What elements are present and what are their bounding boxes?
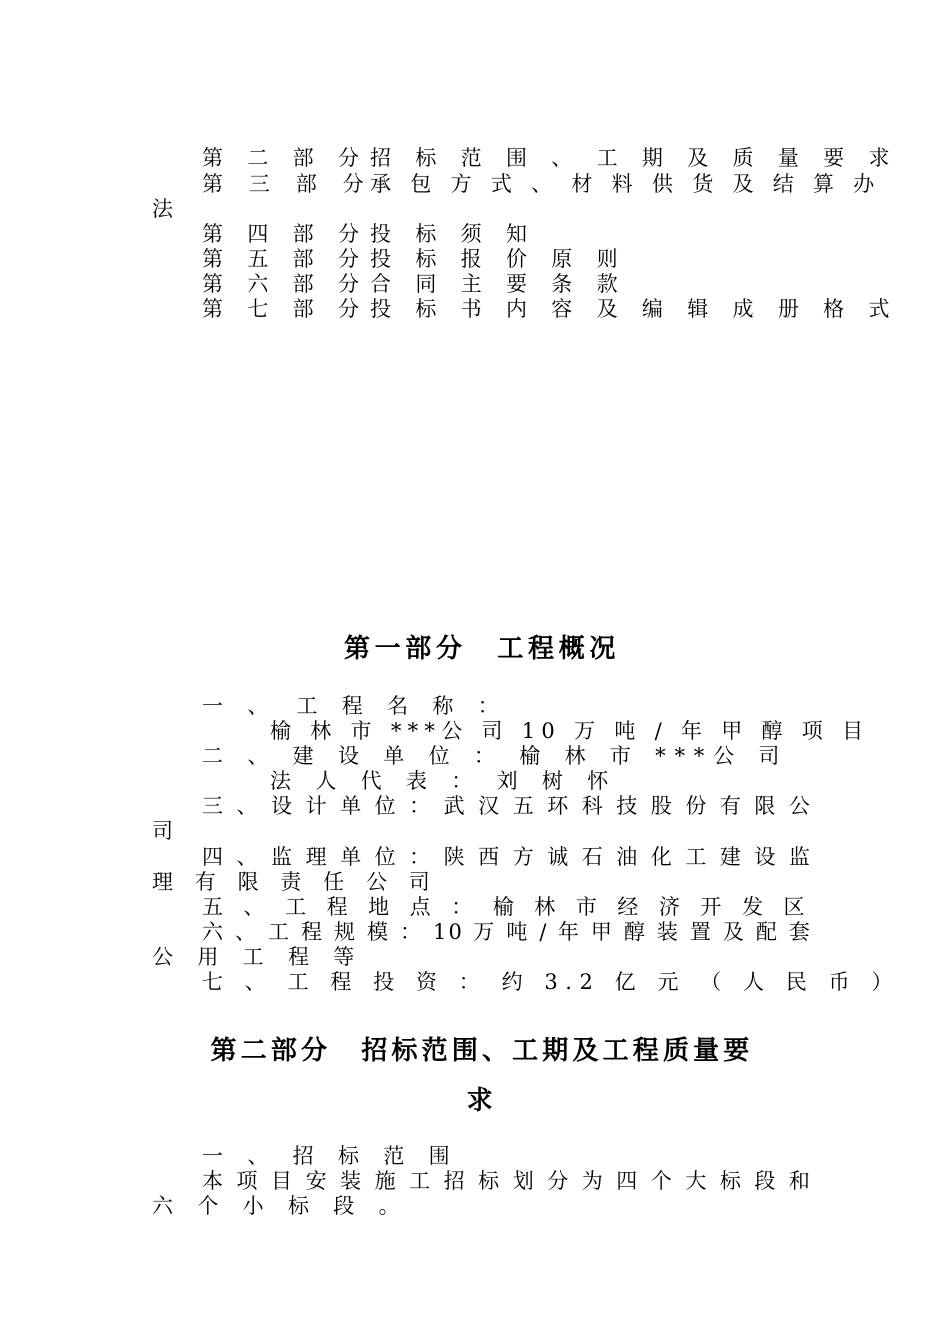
toc-entry — [202, 146, 899, 171]
toc-part-label: 第 二 部 分 — [202, 146, 368, 170]
overview-item-project-name-value: 榆 林 市 ***公 司 10 万 吨 / 年 甲 醇 项 目 — [270, 719, 870, 743]
toc-entry — [202, 272, 812, 297]
toc-part-label: 第 四 部 分 — [202, 222, 368, 246]
overview-item-legal-rep: 法 人 代 表 ： 刘 树 怀 — [270, 769, 618, 793]
overview-item-owner: 二 、 建 设 单 位 ： 榆 林 市 ***公 司 — [202, 744, 789, 768]
section-heading-part1: 第一部分 工程概况 — [343, 634, 621, 664]
overview-item-investment: 七 、 工 程 投 资 ： 约 3.2 亿 元 （ 人 民 币 ） — [202, 970, 901, 994]
toc-entry-continuation: 法 — [152, 197, 182, 221]
toc-part-label: 第 七 部 分 — [202, 297, 368, 321]
subsection-heading: 一 、 招 标 范 围 — [202, 1144, 459, 1168]
overview-item-designer: 三 、 设 计 单 位 ： 武 汉 五 环 科 技 股 份 有 限 公 — [202, 794, 812, 818]
overview-item-supervisor: 四 、 监 理 单 位 ： 陕 西 方 诚 石 油 化 工 建 设 监 — [202, 845, 812, 869]
toc-part-title: 投 标 书 内 容 及 编 辑 成 册 格 式 — [370, 297, 899, 321]
section-heading-part2: 第二部分 招标范围、工期及工程质量要 — [210, 1036, 754, 1066]
overview-item-scale: 六 、 工 程 规 模 ： 10 万 吨 / 年 甲 醇 装 置 及 配 套 — [202, 920, 812, 944]
overview-item-project-name: 一 、 工 程 名 称 ： — [202, 694, 508, 718]
toc-entry — [202, 297, 899, 322]
section-heading-part2-cont: 求 — [466, 1086, 498, 1116]
toc-part-title: 合 同 主 要 条 款 — [370, 272, 627, 296]
overview-item-location: 五 、 工 程 地 点 ： 榆 林 市 经 济 开 发 区 — [202, 895, 812, 919]
toc-part-label: 第 五 部 分 — [202, 247, 368, 271]
toc-part-label: 第 六 部 分 — [202, 272, 368, 296]
overview-item-designer-cont: 司 — [152, 819, 182, 843]
toc-part-title: 投 标 报 价 原 则 — [370, 247, 627, 271]
toc-entry — [202, 247, 812, 272]
overview-item-scale-cont: 公 用 工 程 等 — [152, 945, 364, 969]
toc-part-title: 投 标 须 知 — [370, 222, 536, 246]
toc-entry — [202, 222, 812, 247]
toc-part-title: 招 标 范 围 、 工 期 及 质 量 要 求 — [370, 146, 899, 170]
toc-entry — [202, 172, 881, 197]
toc-part-title: 承 包 方 式 、 材 料 供 货 及 结 算 办 — [370, 172, 881, 196]
paragraph: 本 项 目 安 装 施 工 招 标 划 分 为 四 个 大 标 段 和 — [202, 1169, 812, 1193]
toc-part-label: 第 三 部 分 — [202, 172, 370, 196]
paragraph-cont: 六 个 小 标 段 。 — [152, 1194, 409, 1218]
overview-item-supervisor-cont: 理 有 限 责 任 公 司 — [152, 870, 438, 894]
